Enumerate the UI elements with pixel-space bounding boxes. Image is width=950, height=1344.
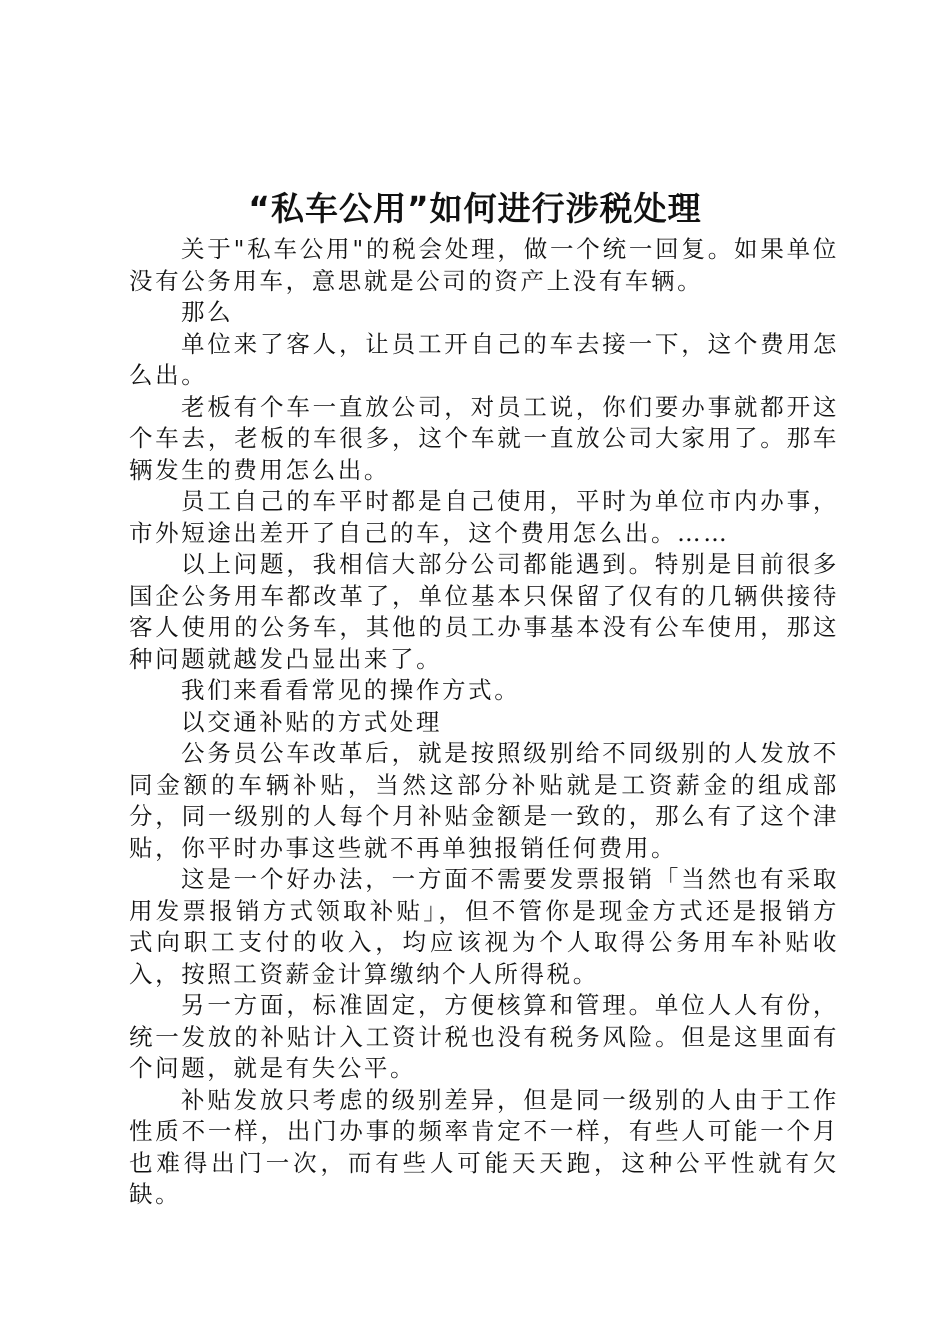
paragraph: 关于"私车公用"的税会处理，做一个统一回复。如果单位没有公务用车，意思就是公司的资产上没有车辆。 bbox=[129, 235, 839, 295]
section-heading: 以交通补贴的方式处理 bbox=[181, 707, 442, 736]
paragraph: 老板有个车一直放公司，对员工说，你们要办事就都开这个车去，老板的车很多，这个车就一直放公司大家用了。那车辆发生的费用怎么出。 bbox=[129, 392, 839, 484]
paragraph: 员工自己的车平时都是自己使用，平时为单位市内办事，市外短途出差开了自己的车，这个费用怎么出。…… bbox=[129, 487, 839, 547]
paragraph: 这是一个好办法，一方面不需要发票报销「当然也有采取用发票报销方式领取补贴」，但不管你是现金方式还是报销方式向职工支付的收入，均应该视为个人取得公务用车补贴收入，按照工资薪金计算缴纳个人所得税。 bbox=[129, 865, 839, 988]
paragraph: 那么 bbox=[181, 298, 234, 326]
paragraph: 公务员公车改革后，就是按照级别给不同级别的人发放不同金额的车辆补贴，当然这部分补贴就是工资薪金的组成部分，同一级别的人每个月补贴金额是一致的，那么有了这个津贴，你平时办事这些就不再单独报销任何费用。 bbox=[129, 739, 839, 862]
document-body bbox=[129, 234, 839, 1211]
paragraph: 我们来看看常见的操作方式。 bbox=[181, 676, 521, 704]
paragraph: 另一方面，标准固定，方便核算和管理。单位人人有份，统一发放的补贴计入工资计税也没有税务风险。但是这里面有个问题，就是有失公平。 bbox=[129, 991, 839, 1082]
paragraph: 以上问题，我相信大部分公司都能遇到。特别是目前很多国企公务用车都改革了，单位基本只保留了仅有的几辆供接待客人使用的公务车，其他的员工办事基本没有公车使用，那这种问题就越发凸显出来了。 bbox=[129, 550, 839, 673]
paragraph: 单位来了客人，让员工开自己的车去接一下，这个费用怎么出。 bbox=[129, 329, 839, 389]
document-title: “私车公用”如何进行涉税处理 bbox=[248, 189, 702, 228]
paragraph: 补贴发放只考虑的级别差异，但是同一级别的人由于工作性质不一样，出门办事的频率肯定不一样，有些人可能一个月也难得出门一次，而有些人可能天天跑，这种公平性就有欠缺。 bbox=[129, 1085, 839, 1208]
